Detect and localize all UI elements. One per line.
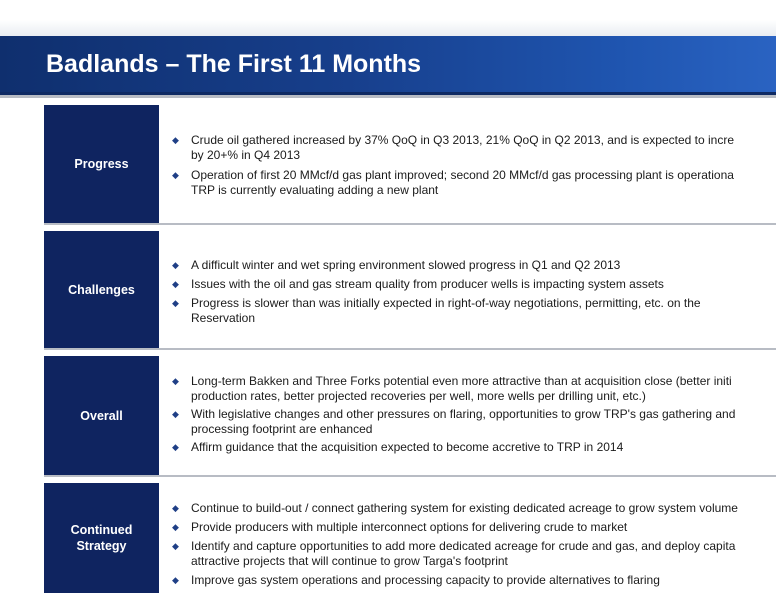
bullet-text: A difficult winter and wet spring environment slowed progress in Q1 and Q2 2013: [191, 258, 621, 272]
list-item: [169, 374, 776, 404]
section-divider: [44, 223, 776, 225]
diamond-bullet-icon: ◆: [172, 170, 179, 180]
bullet-text: attractive projects that will continue to grow Targa's footprint: [191, 554, 508, 568]
list-item: [169, 296, 776, 326]
section-label-line: Progress: [74, 157, 129, 171]
section-divider: [44, 475, 776, 477]
section-label: [44, 356, 159, 475]
bullet-text: Affirm guidance that the acquisition expected to become accretive to TRP in 2014: [191, 440, 624, 454]
list-item: [169, 520, 776, 535]
bullet-text: TRP is currently evaluating adding a new plant: [191, 183, 439, 197]
bullet-text: Long-term Bakken and Three Forks potential even more attractive than at acquisition close (better initi: [191, 374, 732, 388]
section-content: [169, 374, 776, 460]
list-item: [169, 501, 776, 516]
diamond-bullet-icon: ◆: [172, 135, 179, 145]
diamond-bullet-icon: ◆: [172, 376, 179, 386]
diamond-bullet-icon: ◆: [172, 298, 179, 308]
list-item: [169, 168, 776, 198]
top-background: [0, 0, 776, 36]
section-label-line: Challenges: [68, 282, 135, 297]
list-item: [169, 573, 776, 588]
section-label: [44, 105, 159, 223]
list-item: [169, 258, 776, 273]
section-label-line: Continued: [70, 523, 133, 537]
slide-title: Badlands – The First 11 Months: [46, 50, 422, 78]
list-item: [169, 539, 776, 569]
bullet-text: Crude oil gathered increased by 37% QoQ in Q3 2013, 21% QoQ in Q2 2013, and is expected to incre: [191, 133, 734, 147]
section-label-line: Overall: [80, 408, 123, 423]
section-content: [169, 501, 776, 593]
list-item: [169, 407, 776, 437]
section-label: [44, 483, 159, 593]
bullet-text: Provide producers with multiple interconnect options for delivering crude to market: [191, 520, 628, 534]
bullet-text: processing footprint are enhanced: [191, 422, 373, 436]
bullet-text: Issues with the oil and gas stream quality from producer wells is impacting system assets: [191, 277, 664, 291]
list-item: [169, 440, 776, 455]
section-continued-strategy: [44, 483, 776, 595]
section-challenges: [44, 231, 776, 351]
section-progress: [44, 105, 776, 225]
diamond-bullet-icon: ◆: [172, 503, 179, 513]
list-item: [169, 133, 776, 163]
bullet-text: production rates, better projected recoveries per well, more wells per drilling unit, etc.): [191, 389, 646, 403]
section-content: [169, 133, 776, 203]
list-item: [169, 277, 776, 292]
title-underline-grey: [0, 95, 776, 98]
section-content: [169, 258, 776, 331]
diamond-bullet-icon: ◆: [172, 260, 179, 270]
section-overall: [44, 356, 776, 478]
section-label-line: Strategy: [76, 539, 127, 553]
bullet-text: Improve gas system operations and processing capacity to provide alternatives to flaring: [191, 573, 660, 587]
diamond-bullet-icon: ◆: [172, 522, 179, 532]
bullet-text: Progress is slower than was initially expected in right-of-way negotiations, permitting, etc. on the: [191, 296, 701, 310]
bullet-text: Reservation: [191, 311, 256, 325]
bullet-text: Identify and capture opportunities to add more dedicated acreage for crude and gas, and deploy capita: [191, 539, 736, 553]
section-label: [44, 231, 159, 348]
diamond-bullet-icon: ◆: [172, 442, 179, 452]
section-divider: [44, 348, 776, 350]
diamond-bullet-icon: ◆: [172, 541, 179, 551]
bullet-text: Continue to build-out / connect gathering system for existing dedicated acreage to grow system volume: [191, 501, 738, 515]
diamond-bullet-icon: ◆: [172, 409, 179, 419]
bullet-text: by 20+% in Q4 2013: [191, 148, 301, 162]
diamond-bullet-icon: ◆: [172, 279, 179, 289]
diamond-bullet-icon: ◆: [172, 575, 179, 585]
bullet-text: With legislative changes and other pressures on flaring, opportunities to grow TRP's gas gathering and: [191, 407, 736, 421]
bullet-text: Operation of first 20 MMcf/d gas plant improved; second 20 MMcf/d gas processing plant is operationa: [191, 168, 734, 182]
